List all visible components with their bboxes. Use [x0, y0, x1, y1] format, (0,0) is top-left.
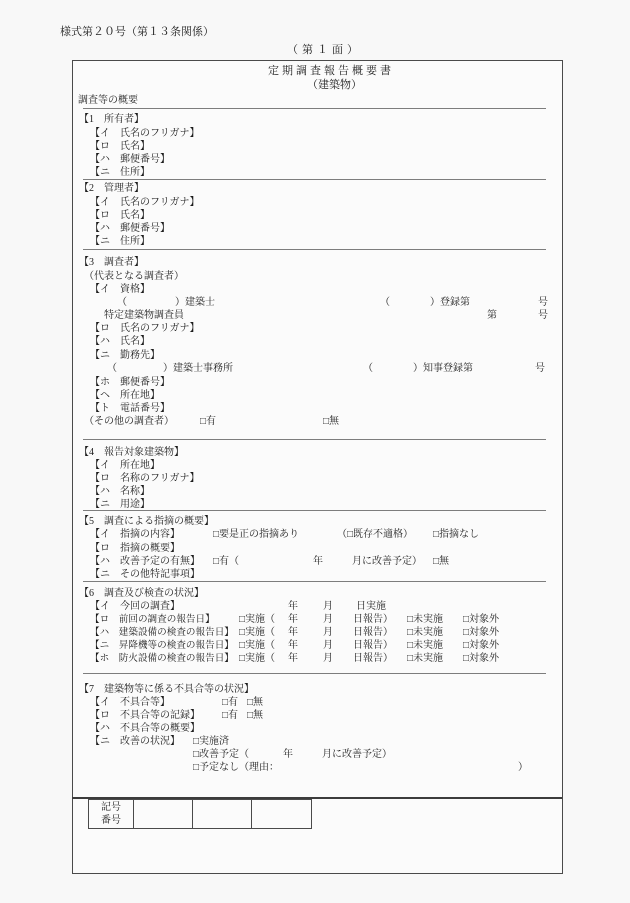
elevator-report-label: 【ニ 昇降機等の検査の報告日】	[90, 640, 234, 651]
checkbox-improvement-planned: □改善予定（	[193, 749, 250, 760]
other-inspectors-label: （その他の調査者）	[84, 416, 174, 427]
inspector-postal-label: 【ホ 郵便番号】	[90, 377, 170, 388]
inspector-name-label: 【ハ 氏名】	[90, 336, 150, 347]
month-label: 月	[323, 601, 333, 612]
paren-close: ）	[518, 762, 528, 773]
year-label: 年	[288, 614, 298, 625]
owner-name-label: 【ロ 氏名】	[90, 141, 150, 152]
symbol-number-cell	[252, 800, 311, 828]
finding-summary-label: 【ロ 指摘の概要】	[90, 543, 180, 554]
year-label: 年	[283, 749, 293, 760]
year-label: 年	[288, 601, 298, 612]
section-divider	[83, 179, 546, 180]
checkbox-yes: □有	[222, 697, 239, 708]
month-plan-label: 月に改善予定）	[322, 749, 392, 760]
checkbox-conducted: □実施（	[239, 627, 276, 638]
section-divider	[83, 439, 546, 440]
section-4-heading: 【4 報告対象建築物】	[79, 447, 184, 458]
paren-open: （	[380, 297, 390, 308]
defects-summary-label: 【ハ 不具合等の概要】	[90, 723, 200, 734]
month-label: 月	[323, 614, 333, 625]
symbol-number-table	[88, 799, 312, 829]
checkbox-not-applicable: □対象外	[463, 627, 500, 638]
month-label: 月	[323, 640, 333, 651]
section-divider	[83, 249, 546, 250]
manager-name-label: 【ロ 氏名】	[90, 210, 150, 221]
checkbox-implemented: □実施済	[193, 736, 230, 747]
improvement-status-label: 【ニ 改善の状況】	[90, 736, 180, 747]
checkbox-not-conducted: □未実施	[407, 653, 444, 664]
page-face-label: （第１面）	[287, 44, 362, 56]
section-divider	[83, 108, 546, 109]
checkbox-conducted: □実施（	[239, 614, 276, 625]
day-reported-label: 日報告）	[353, 627, 393, 638]
symbol-label-line1: 記号	[101, 802, 121, 813]
checkbox-yes: □有	[222, 710, 239, 721]
checkbox-yes-plan: □有（	[213, 556, 240, 567]
checkbox-no: □無	[323, 416, 340, 427]
checkbox-no-plan-reason: □予定なし（理由：	[193, 762, 280, 773]
checkbox-yes: □有	[200, 416, 217, 427]
manager-name-kana-label: 【イ 氏名のフリガナ】	[90, 197, 200, 208]
form-number: 様式第２０号（第１３条関係）	[60, 26, 214, 38]
checkbox-no: □無	[247, 710, 264, 721]
defects-label: 【イ 不具合等】	[90, 697, 170, 708]
previous-survey-report-label: 【ロ 前回の調査の報告日】	[90, 614, 215, 625]
overview-label: 調査等の概要	[78, 95, 138, 106]
building-name-kana-label: 【ロ 名称のフリガナ】	[90, 473, 200, 484]
symbol-number-cell	[134, 800, 193, 828]
manager-postal-label: 【ハ 郵便番号】	[90, 223, 170, 234]
year-label: 年	[288, 653, 298, 664]
form-subtitle: （建築物）	[307, 79, 362, 91]
number-suffix: 号	[538, 297, 548, 308]
workplace-label: 【ニ 勤務先】	[90, 350, 160, 361]
paren-open: （	[107, 363, 117, 374]
section-3-heading: 【3 調査者】	[79, 257, 144, 268]
checkbox-not-conducted: □未実施	[407, 640, 444, 651]
checkbox-no: □無	[433, 556, 450, 567]
symbol-number-label	[89, 800, 134, 828]
defects-record-label: 【ロ 不具合等の記録】	[90, 710, 200, 721]
checkbox-conducted: □実施（	[239, 640, 276, 651]
number-suffix: 号	[538, 310, 548, 321]
day-reported-label: 日報告）	[353, 653, 393, 664]
section-divider	[83, 581, 546, 582]
number-suffix: 号	[535, 363, 545, 374]
fire-equipment-report-label: 【ホ 防火設備の検査の報告日】	[90, 653, 234, 664]
checkbox-not-applicable: □対象外	[463, 653, 500, 664]
section-2-heading: 【2 管理者】	[79, 183, 144, 194]
inspector-name-kana-label: 【ロ 氏名のフリガナ】	[90, 323, 200, 334]
improvement-plan-label: 【ハ 改善予定の有無】	[90, 556, 200, 567]
governor-registration-label: ）知事登録第	[413, 363, 473, 374]
month-label: 月	[323, 627, 333, 638]
day-reported-label: 日報告）	[353, 614, 393, 625]
section-6-heading: 【6 調査及び検査の状況】	[79, 588, 204, 599]
checkbox-existing-nonconforming: （□既存不適格）	[337, 529, 414, 540]
special-notes-label: 【ニ その他特記事項】	[90, 569, 200, 580]
no-prefix: 第	[487, 310, 497, 321]
registration-no-label: ）登録第	[430, 297, 470, 308]
specified-building-inspector-label: 特定建築物調査員	[104, 310, 184, 321]
building-name-label: 【ハ 名称】	[90, 486, 150, 497]
section-7-heading: 【7 建築物等に係る不具合等の状況】	[79, 684, 254, 695]
day-conducted-label: 日実施	[356, 601, 386, 612]
finding-content-label: 【イ 指摘の内容】	[90, 529, 180, 540]
building-location-label: 【イ 所在地】	[90, 460, 160, 471]
year-label: 年	[288, 627, 298, 638]
section-5-heading: 【5 調査による指摘の概要】	[79, 516, 214, 527]
current-survey-label: 【イ 今回の調査】	[90, 601, 180, 612]
section-divider	[83, 673, 546, 674]
inspector-phone-label: 【ト 電話番号】	[90, 403, 170, 414]
owner-postal-label: 【ハ 郵便番号】	[90, 154, 170, 165]
qualification-label: 【イ 資格】	[90, 284, 150, 295]
checkbox-correction-needed: □要是正の指摘あり	[213, 529, 300, 540]
checkbox-not-applicable: □対象外	[463, 640, 500, 651]
building-use-label: 【ニ 用途】	[90, 499, 150, 510]
checkbox-not-conducted: □未実施	[407, 627, 444, 638]
checkbox-no: □無	[247, 697, 264, 708]
checkbox-conducted: □実施（	[239, 653, 276, 664]
year-label: 年	[288, 640, 298, 651]
owner-name-kana-label: 【イ 氏名のフリガナ】	[90, 128, 200, 139]
checkbox-not-conducted: □未実施	[407, 614, 444, 625]
form-title: 定期調査報告概要書	[268, 65, 394, 77]
architect-office-label: ）建築士事務所	[163, 363, 233, 374]
architect-label: ）建築士	[175, 297, 215, 308]
symbol-label-line2: 番号	[101, 815, 121, 826]
owner-address-label: 【ニ 住所】	[90, 167, 150, 178]
building-equipment-report-label: 【ハ 建築設備の検査の報告日】	[90, 627, 234, 638]
year-label: 年	[313, 556, 323, 567]
paren-open: （	[117, 297, 127, 308]
day-reported-label: 日報告）	[353, 640, 393, 651]
manager-address-label: 【ニ 住所】	[90, 236, 150, 247]
month-plan-label: 月に改善予定）	[352, 556, 422, 567]
representative-inspector-label: （代表となる調査者）	[84, 271, 184, 282]
section-divider	[83, 510, 546, 511]
inspector-address-label: 【ヘ 所在地】	[90, 390, 160, 401]
section-1-heading: 【1 所有者】	[79, 114, 144, 125]
symbol-number-cell	[193, 800, 252, 828]
paren-open: （	[363, 363, 373, 374]
checkbox-no-findings: □指摘なし	[433, 529, 480, 540]
checkbox-not-applicable: □対象外	[463, 614, 500, 625]
month-label: 月	[323, 653, 333, 664]
